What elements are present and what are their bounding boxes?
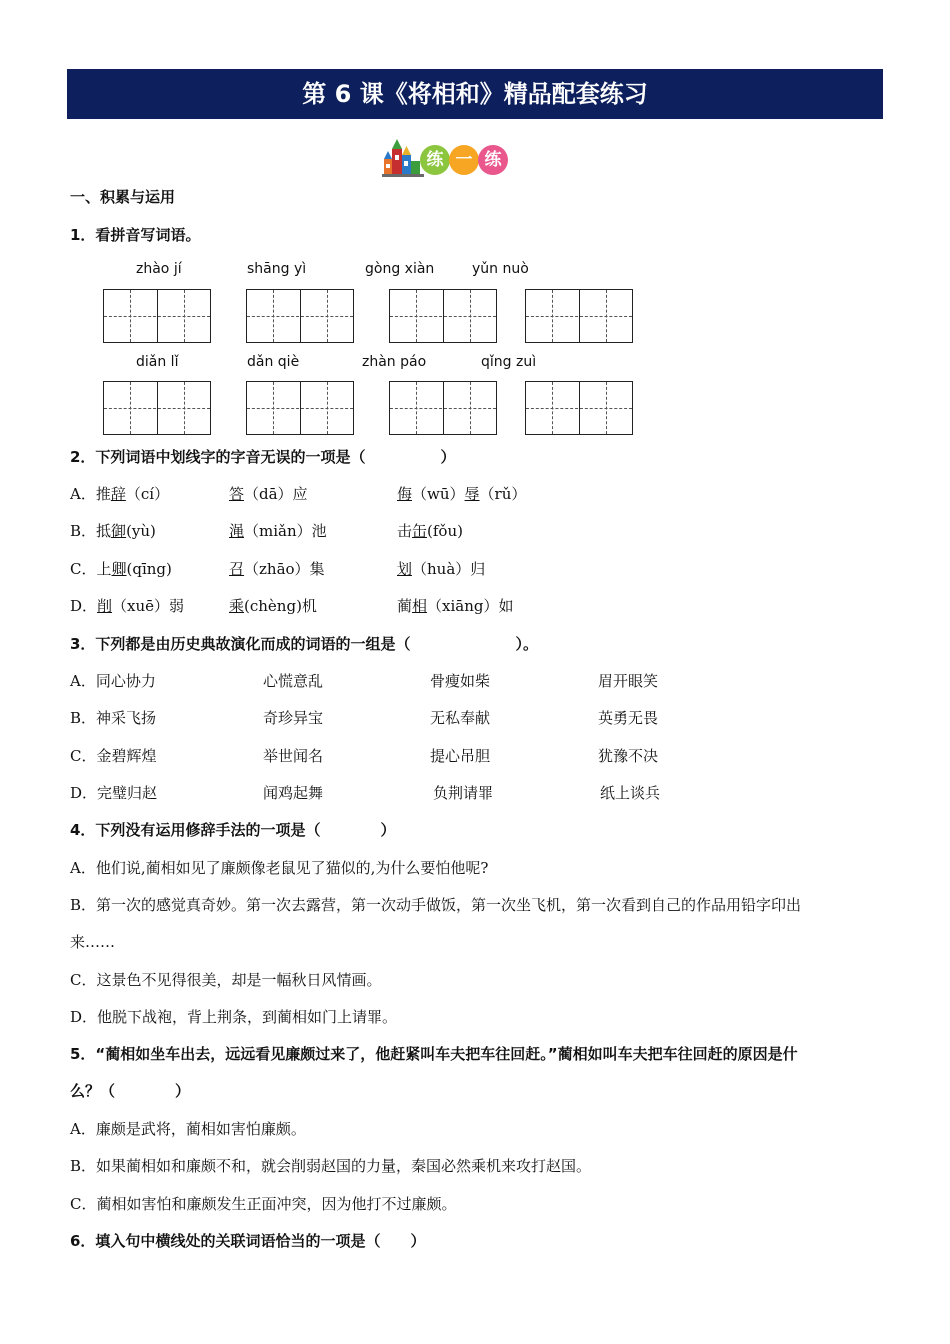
- word: 骨瘦如柴: [430, 672, 491, 690]
- option-a[interactable]: A．廉颇是武将，蔺相如害怕廉颇。: [70, 1120, 306, 1138]
- option-a[interactable]: [70, 483, 169, 504]
- option-d[interactable]: [70, 782, 157, 803]
- option-c[interactable]: [70, 745, 157, 766]
- underlined-char: 侮: [397, 485, 413, 503]
- word: 完璧归赵: [97, 784, 158, 802]
- underlined-char: 御: [111, 522, 127, 540]
- underlined-char: 削: [97, 597, 113, 615]
- option-label: D．: [70, 597, 98, 615]
- underlined-char: 渑: [229, 522, 245, 540]
- option-label: B．: [70, 522, 97, 540]
- pinyin: diǎn lǐ: [136, 354, 179, 370]
- title-banner: 第 6 课《将相和》精品配套练习: [67, 69, 883, 119]
- word: 负荆请罪: [433, 784, 494, 802]
- pinyin: yǔn nuò: [472, 261, 529, 277]
- writing-grid[interactable]: [525, 381, 633, 435]
- option-label: C．: [70, 747, 97, 765]
- word-text: (yù): [126, 522, 156, 540]
- logo-char-2: 一: [449, 145, 479, 175]
- option-b[interactable]: [70, 707, 156, 728]
- option-c[interactable]: [70, 558, 172, 579]
- word-text: 击: [397, 522, 413, 540]
- word-text: （rǔ）: [479, 485, 527, 503]
- word: 英勇无畏: [598, 709, 659, 727]
- option-c-word-2: [229, 558, 325, 579]
- word-text: 推: [95, 485, 111, 503]
- underlined-char: 乘: [229, 597, 245, 615]
- option-d-word-3: [397, 595, 514, 616]
- writing-grid[interactable]: [103, 381, 211, 435]
- word-text: （zhāo）集: [244, 560, 325, 578]
- word: 举世闻名: [263, 747, 324, 765]
- option-d[interactable]: D．他脱下战袍，背上荆条，到蔺相如门上请罪。: [70, 1008, 398, 1026]
- word-text: （huà）归: [412, 560, 486, 578]
- word: 眉开眼笑: [598, 672, 659, 690]
- word: 闻鸡起舞: [263, 784, 324, 802]
- underlined-char: 辞: [110, 485, 126, 503]
- pinyin: qǐng zuì: [481, 354, 537, 370]
- practice-logo: [382, 137, 512, 179]
- underlined-char: 召: [229, 560, 245, 578]
- writing-grid[interactable]: [246, 289, 354, 343]
- option-a-word-2: [229, 483, 308, 504]
- logo-char-3: 练: [478, 145, 508, 175]
- school-building-icon: [382, 137, 424, 177]
- underlined-char: 卿: [111, 560, 127, 578]
- option-c[interactable]: C．蔺相如害怕和廉颇发生正面冲突，因为他打不过廉颇。: [70, 1195, 457, 1213]
- logo-char-1: 练: [420, 145, 450, 175]
- word-text: （cí）: [125, 485, 170, 503]
- pinyin: shāng yì: [247, 261, 307, 277]
- section-heading: 一、积累与运用: [70, 188, 176, 206]
- option-d[interactable]: [70, 595, 184, 616]
- option-c-word-3: [397, 558, 485, 579]
- word: 纸上谈兵: [600, 784, 661, 802]
- pinyin: gòng xiàn: [365, 261, 435, 277]
- word: 犹豫不决: [598, 747, 659, 765]
- q4-title: 4．下列没有运用修辞手法的一项是（ ）: [70, 821, 396, 839]
- word-text: (fǒu): [427, 522, 463, 540]
- pinyin: zhàn páo: [362, 354, 427, 370]
- option-b-word-2: [229, 520, 327, 541]
- option-b[interactable]: B．第一次的感觉真奇妙。第一次去露营，第一次动手做饭，第一次坐飞机，第一次看到自己的作品用铅字印出: [70, 896, 802, 914]
- word-text: 抵: [96, 522, 112, 540]
- option-d-word-2: [229, 595, 317, 616]
- word-text: （xuē）弱: [112, 597, 185, 615]
- option-c[interactable]: C．这景色不见得很美，却是一幅秋日风情画。: [70, 971, 382, 989]
- option-a-word-3: [397, 483, 526, 504]
- option-b-word-3: [397, 520, 463, 541]
- word: 提心吊胆: [430, 747, 491, 765]
- underlined-char: 缶: [412, 522, 428, 540]
- option-label: A．: [70, 485, 96, 503]
- word: 同心协力: [95, 672, 156, 690]
- word-text: （xiāng）如: [427, 597, 514, 615]
- writing-grid[interactable]: [246, 381, 354, 435]
- writing-grid[interactable]: [103, 289, 211, 343]
- option-b[interactable]: [70, 520, 156, 541]
- option-label: D．: [70, 784, 98, 802]
- option-b-continued: 来……: [70, 933, 116, 951]
- option-label: A．: [70, 672, 96, 690]
- option-a[interactable]: A．他们说,蔺相如见了廉颇像老鼠见了猫似的,为什么要怕他呢?: [70, 859, 489, 877]
- word-text: 蔺: [397, 597, 413, 615]
- q3-title: 3．下列都是由历史典故演化而成的词语的一组是（ ）。: [70, 635, 538, 653]
- underlined-char: 划: [397, 560, 413, 578]
- writing-grid[interactable]: [525, 289, 633, 343]
- q5-title: 5．“蔺相如坐车出去，远远看见廉颇过来了，他赶紧叫车夫把车往回赶。”蔺相如叫车夫把车往回赶的原因是什: [70, 1045, 798, 1063]
- word-text: （wū）: [412, 485, 465, 503]
- word-text: 上: [96, 560, 112, 578]
- word-text: （dā）应: [244, 485, 308, 503]
- option-a[interactable]: [70, 670, 156, 691]
- word-text: （miǎn）池: [244, 522, 327, 540]
- q6-title: 6．填入句中横线处的关联词语恰当的一项是（ ）: [70, 1232, 426, 1250]
- q1-title: 1．看拼音写词语。: [70, 226, 201, 244]
- word: 无私奉献: [430, 709, 491, 727]
- pinyin: dǎn qiè: [247, 354, 300, 370]
- word: 心慌意乱: [263, 672, 324, 690]
- writing-grid[interactable]: [389, 381, 497, 435]
- option-label: C．: [70, 560, 97, 578]
- word: 奇珍异宝: [263, 709, 324, 727]
- writing-grid[interactable]: [389, 289, 497, 343]
- q2-title: 2．下列词语中划线字的字音无误的一项是（ ）: [70, 448, 456, 466]
- underlined-char: 辱: [464, 485, 480, 503]
- pinyin: zhào jí: [136, 261, 182, 277]
- word-text: (chèng)机: [244, 597, 317, 615]
- word: 金碧辉煌: [96, 747, 157, 765]
- option-b[interactable]: B．如果蔺相如和廉颇不和，就会削弱赵国的力量，秦国必然乘机来攻打赵国。: [70, 1157, 592, 1175]
- underlined-char: 相: [412, 597, 428, 615]
- q5-title-continued: 么？（ ）: [70, 1082, 191, 1100]
- word: 神采飞扬: [96, 709, 157, 727]
- underlined-char: 答: [229, 485, 245, 503]
- word-text: (qīng): [126, 560, 172, 578]
- option-label: B．: [70, 709, 97, 727]
